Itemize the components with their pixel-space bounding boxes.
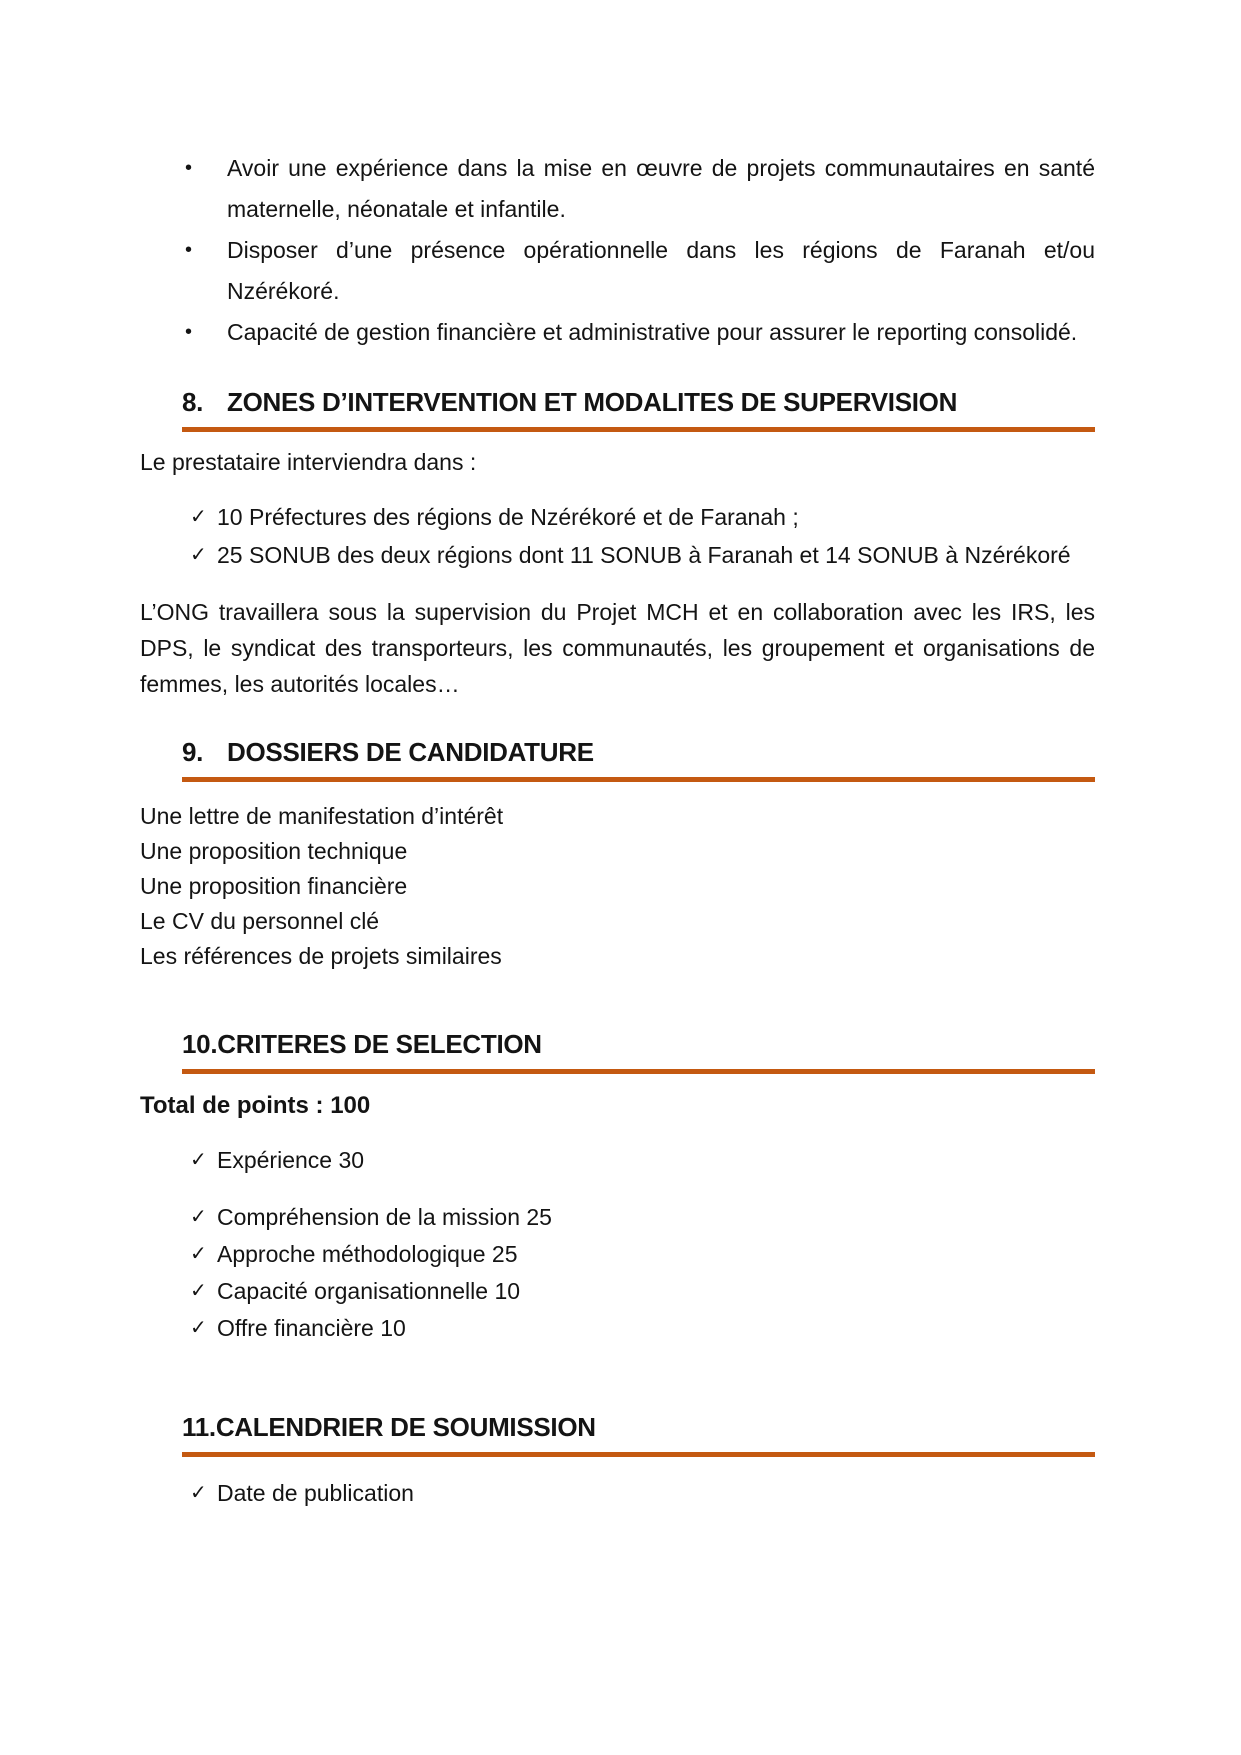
checkmark-icon: ✓: [190, 1149, 207, 1171]
paragraph-ong-supervision: L’ONG travaillera sous la supervision du Projet MCH et en collaboration avec les IRS, les DPS, le syndicat des transporteurs, les communautés, les groupement et organisations de femmes, les autorités locales…: [140, 599, 1095, 697]
check-text: Capacité organisationnelle 10: [217, 1278, 521, 1304]
check-item: [190, 1310, 1095, 1347]
bullet-text: Capacité de gestion financière et administrative pour assurer le reporting consolidé.: [227, 319, 1078, 345]
check-item: [190, 1142, 1095, 1179]
check-text: Compréhension de la mission 25: [217, 1204, 552, 1230]
checkmark-icon: ✓: [190, 544, 207, 566]
candidature-item: Les références de projets similaires: [140, 943, 502, 969]
candidature-item: Une proposition financière: [140, 873, 408, 899]
heading-number: 10.: [182, 1029, 218, 1059]
total-points-label: Total de points : 100: [140, 1092, 371, 1119]
bullet-text: Disposer d’une présence opérationnelle dans les régions de Faranah et/ou Nzérékoré.: [227, 237, 1095, 304]
check-text: 25 SONUB des deux régions dont 11 SONUB à Faranah et 14 SONUB à Nzérékoré: [217, 542, 1071, 568]
bullet-icon: •: [185, 321, 193, 343]
checkmark-icon: ✓: [190, 1482, 207, 1504]
check-item: [190, 1475, 1095, 1512]
check-item: [190, 1199, 1095, 1236]
check-item: [190, 536, 1095, 574]
heading-number: 8.: [182, 387, 204, 417]
checkmark-icon: ✓: [190, 1280, 207, 1302]
candidature-item: Une proposition technique: [140, 838, 408, 864]
heading-number: 9.: [182, 737, 204, 767]
check-text: Expérience 30: [217, 1147, 365, 1173]
check-item: [190, 1273, 1095, 1310]
heading-title: CRITERES DE SELECTION: [217, 1029, 542, 1059]
bullet-item: [185, 148, 1095, 230]
bullet-item: [185, 230, 1095, 312]
candidature-item: Une lettre de manifestation d’intérêt: [140, 803, 504, 829]
check-text: 10 Préfectures des régions de Nzérékoré et de Faranah ;: [217, 504, 799, 530]
check-item: [190, 498, 1095, 536]
section-heading-8: [182, 387, 1095, 432]
heading-number: 11.: [182, 1412, 216, 1442]
paragraph-prestataire-intro: Le prestataire interviendra dans :: [140, 449, 477, 475]
bullet-icon: •: [185, 157, 193, 179]
section-heading-10: [182, 1029, 1095, 1074]
check-text: Date de publication: [217, 1480, 414, 1506]
checkmark-icon: ✓: [190, 1243, 207, 1265]
candidature-item: Le CV du personnel clé: [140, 908, 380, 934]
bullet-item: [185, 312, 1095, 353]
intro-bullet-list: [140, 148, 1095, 353]
checkmark-icon: ✓: [190, 1317, 207, 1339]
submission-calendar-checklist: [140, 1475, 1095, 1512]
section-heading-11: [182, 1412, 1095, 1457]
check-text: Offre financière 10: [217, 1315, 406, 1341]
selection-criteria-checklist: [140, 1142, 1095, 1347]
intervention-checklist: [140, 498, 1095, 574]
candidature-list: [140, 799, 1095, 974]
checkmark-icon: ✓: [190, 506, 207, 528]
bullet-text: Avoir une expérience dans la mise en œuvre de projets communautaires en santé maternelle, néonatale et infantile.: [227, 155, 1095, 222]
check-text: Approche méthodologique 25: [217, 1241, 518, 1267]
heading-title: DOSSIERS DE CANDIDATURE: [227, 737, 594, 767]
heading-title: CALENDRIER DE SOUMISSION: [215, 1412, 596, 1442]
section-heading-9: [182, 737, 1095, 782]
bullet-icon: •: [185, 239, 193, 261]
checkmark-icon: ✓: [190, 1206, 207, 1228]
heading-title: ZONES D’INTERVENTION ET MODALITES DE SUPERVISION: [227, 387, 958, 417]
check-item: [190, 1236, 1095, 1273]
